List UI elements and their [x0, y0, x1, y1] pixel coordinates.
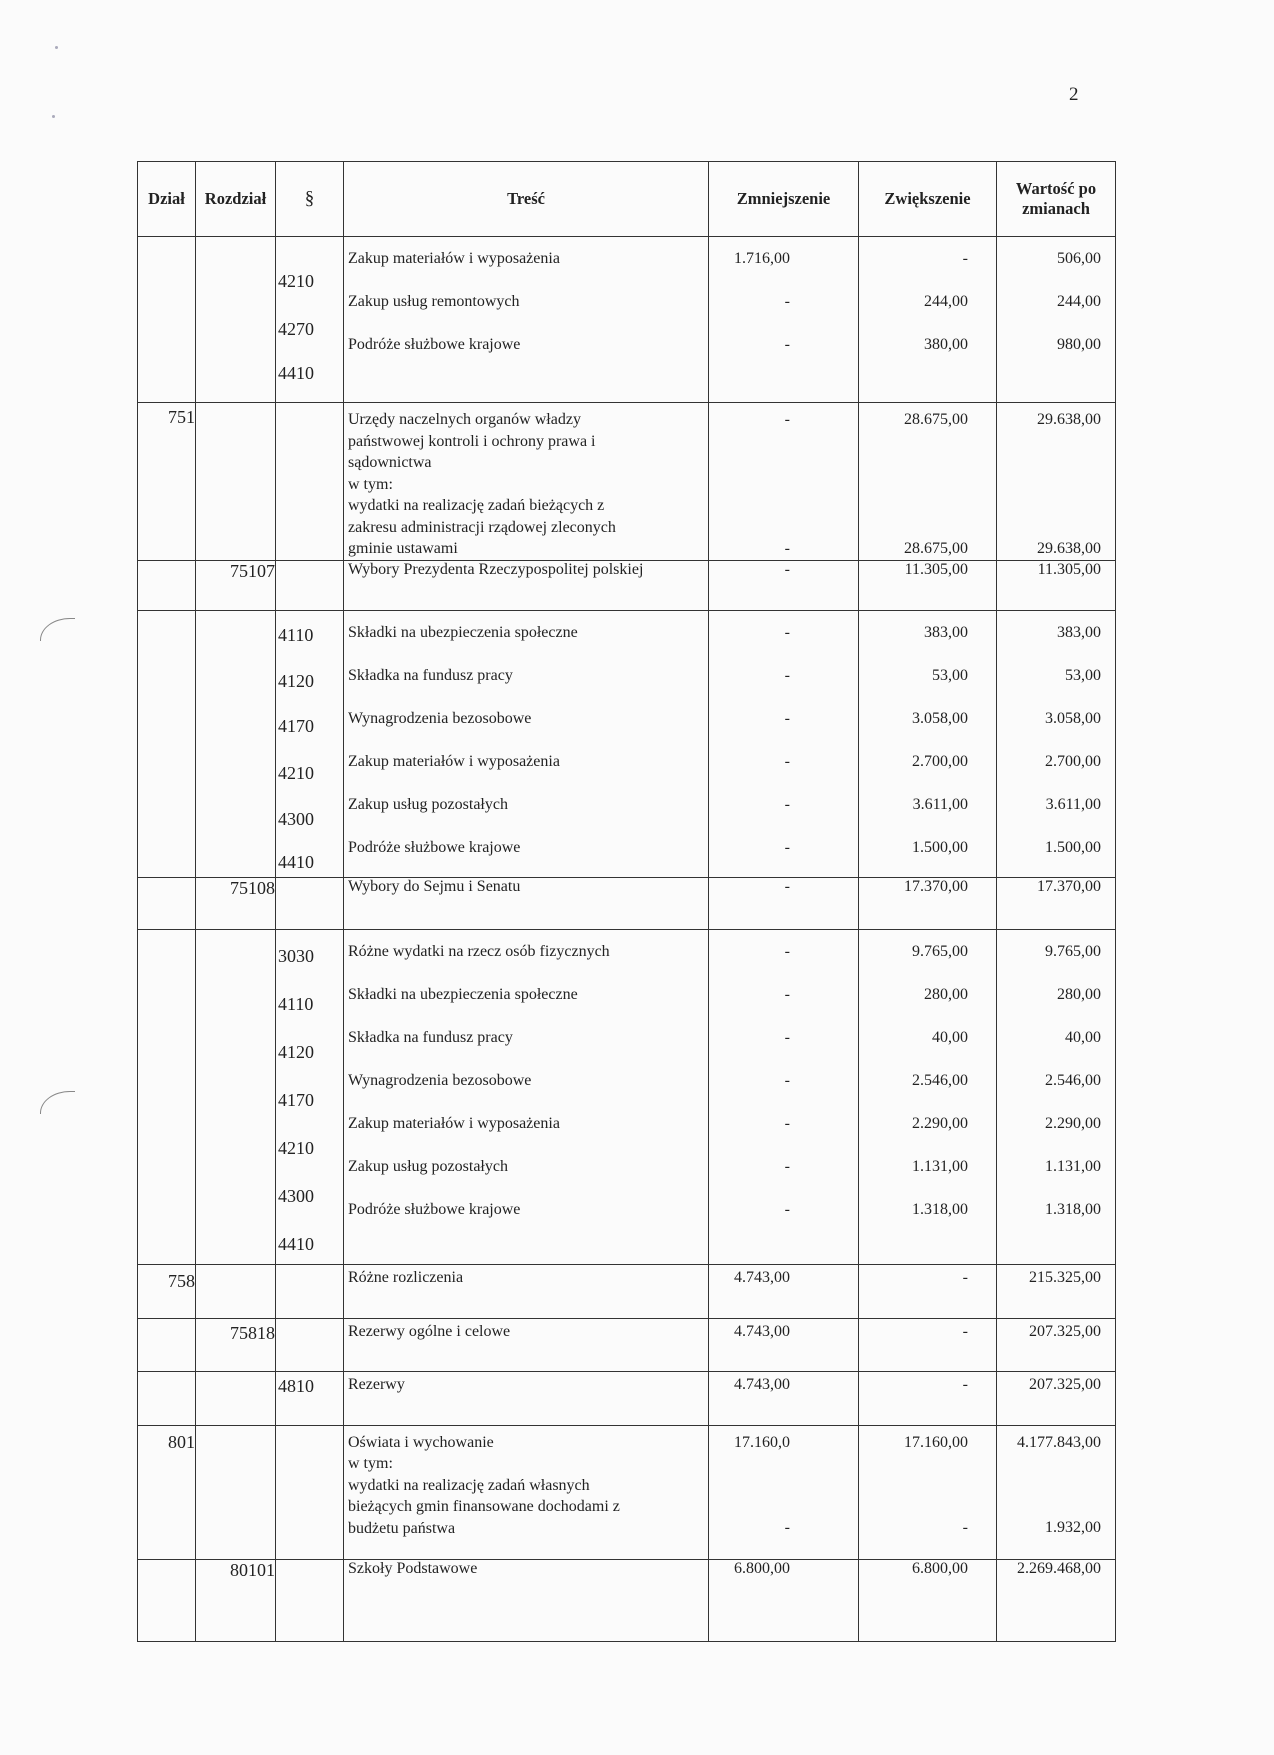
paragraph-code: 4410 [278, 363, 314, 383]
paragraph-code: 4170 [278, 715, 314, 736]
increase-value: 17.370,00 [904, 877, 968, 895]
item-label: Różne wydatki na rzecz osób fizycznych [348, 942, 610, 960]
text-line: budżetu państwa [348, 1519, 456, 1537]
scan-mark [40, 1091, 75, 1114]
item-label: Rezerwy [348, 1375, 405, 1393]
text-line: gminie ustawami [348, 540, 458, 557]
text-line: wydatki na realizację zadań bieżących z [348, 497, 605, 514]
paragraph-codes [276, 610, 344, 877]
item-label: Rezerwy ogólne i celowe [348, 1322, 511, 1340]
decrease-value: - [784, 1028, 790, 1046]
decrease-value: - [784, 709, 790, 727]
paragraph-code: 3030 [278, 945, 314, 966]
rozdzial-code: 80101 [230, 1559, 275, 1580]
final-value: 280,00 [1057, 985, 1101, 1003]
final-value: 17.370,00 [1037, 877, 1101, 895]
table-row [138, 929, 1116, 1264]
decrease-value: - [784, 795, 790, 813]
increase-value: 3.611,00 [912, 795, 968, 813]
rozdzial-code: 75108 [230, 877, 275, 898]
decrease-value: - [784, 539, 790, 557]
decrease-value: - [784, 623, 790, 641]
item-label: Zakup materiałów i wyposażenia [348, 1114, 560, 1132]
header-zwiekszenie: Zwiększenie [859, 162, 997, 237]
table-row [138, 237, 1116, 403]
final-value: 1.131,00 [1045, 1157, 1101, 1175]
decrease-value: - [784, 985, 790, 1003]
final-value: 3.611,00 [1045, 795, 1101, 813]
decrease-value: - [784, 942, 790, 960]
paragraph-code: 4810 [278, 1375, 314, 1396]
text-line: Oświata i wychowanie [348, 1433, 494, 1451]
decrease-value: - [784, 411, 790, 428]
item-label: Zakup usług pozostałych [348, 795, 508, 813]
increase-value: 1.318,00 [912, 1200, 968, 1218]
decrease-value: - [784, 838, 790, 856]
final-value: 29.638,00 [1037, 411, 1101, 428]
increase-value: 1.131,00 [912, 1157, 968, 1175]
increase-value: 28.675,00 [904, 539, 968, 557]
page-number: 2 [1069, 84, 1079, 105]
item-label: Wynagrodzenia bezosobowe [348, 1071, 532, 1089]
item-label: Zakup materiałów i wyposażenia [348, 250, 560, 267]
final-value: 2.290,00 [1045, 1114, 1101, 1132]
final-value: 2.546,00 [1045, 1071, 1101, 1089]
header-paragraph: § [276, 162, 344, 237]
item-label: Składka na fundusz pracy [348, 1028, 513, 1046]
paragraph-code: 4270 [278, 319, 314, 339]
table-row [138, 1559, 1116, 1641]
item-label: Składki na ubezpieczenia społeczne [348, 623, 578, 641]
decrease-value: 4.743,00 [734, 1322, 790, 1340]
table-row [138, 1318, 1116, 1371]
dzial-code: 751 [168, 407, 195, 427]
text-line: sądownictwa [348, 454, 432, 471]
paragraph-code: 4210 [278, 762, 314, 783]
dzial-code: 758 [168, 1270, 195, 1291]
item-label: Zakup materiałów i wyposażenia [348, 752, 560, 770]
item-label: Różne rozliczenia [348, 1268, 464, 1286]
decrease-value: - [784, 1200, 790, 1218]
increase-value: 380,00 [924, 336, 968, 353]
increase-value: - [962, 1322, 968, 1340]
table-row [138, 403, 1116, 561]
header-dzial: Dział [138, 162, 196, 237]
table-row [138, 1425, 1116, 1559]
decrease-value: - [784, 336, 790, 353]
decrease-value: - [784, 1519, 790, 1537]
header-rozdzial: Rozdział [196, 162, 276, 237]
paragraph-code: 4300 [278, 808, 314, 829]
final-value: 2.700,00 [1045, 752, 1101, 770]
item-label: Składka na fundusz pracy [348, 666, 513, 684]
table-row [138, 877, 1116, 929]
final-value: 244,00 [1057, 293, 1101, 310]
decrease-value: - [784, 1071, 790, 1089]
final-value: 29.638,00 [1037, 539, 1101, 557]
decrease-value: - [784, 560, 790, 578]
item-label: Wybory do Sejmu i Senatu [348, 877, 521, 895]
decrease-value: 4.743,00 [734, 1375, 790, 1393]
tresc-cell [344, 237, 709, 403]
increase-value: 6.800,00 [912, 1559, 968, 1577]
text-line: Urzędy naczelnych organów władzy [348, 411, 581, 428]
dzial-code: 801 [168, 1431, 195, 1452]
table-row [138, 1371, 1116, 1425]
increase-value: - [962, 1268, 968, 1286]
increase-value: - [962, 250, 968, 267]
increase-value: 2.546,00 [912, 1071, 968, 1089]
final-value: 383,00 [1057, 623, 1101, 641]
final-value: 53,00 [1065, 666, 1101, 684]
final-value: 215.325,00 [1029, 1268, 1101, 1286]
paragraph-codes [276, 237, 344, 403]
final-value: 207.325,00 [1029, 1322, 1101, 1340]
decrease-value: - [784, 1157, 790, 1175]
increase-value: 53,00 [932, 666, 968, 684]
decrease-value: - [784, 666, 790, 684]
paragraph-codes [276, 929, 344, 1264]
text-line: zakresu administracji rządowej zleconych [348, 518, 616, 536]
final-value: 11.305,00 [1037, 560, 1101, 578]
final-value: 207.325,00 [1029, 1375, 1101, 1393]
scan-dot [52, 115, 55, 118]
text-line: państwowej kontroli i ochrony prawa i [348, 432, 596, 450]
final-value: 9.765,00 [1045, 942, 1101, 960]
item-label: Podróże służbowe krajowe [348, 838, 521, 856]
paragraph-code: 4410 [278, 1233, 314, 1254]
final-value: 40,00 [1065, 1028, 1101, 1046]
paragraph-code: 4110 [278, 993, 314, 1014]
decrease-value: - [784, 1114, 790, 1132]
decrease-value: - [784, 752, 790, 770]
item-label: Podróże służbowe krajowe [348, 1200, 521, 1218]
decrease-value: - [784, 293, 790, 310]
increase-value: 280,00 [924, 985, 968, 1003]
decrease-value: - [784, 877, 790, 895]
text-line: wydatki na realizację zadań własnych [348, 1476, 590, 1494]
item-label: Zakup usług remontowych [348, 293, 520, 310]
increase-value: 3.058,00 [912, 709, 968, 727]
budget-table [137, 161, 1116, 1642]
paragraph-code: 4110 [278, 624, 314, 645]
paragraph-code: 4410 [278, 851, 314, 872]
increase-value: 1.500,00 [912, 838, 968, 856]
table-row [138, 560, 1116, 610]
increase-value: - [962, 1519, 968, 1537]
final-value: 3.058,00 [1045, 709, 1101, 727]
paragraph-code: 4120 [278, 670, 314, 691]
scan-mark [40, 618, 75, 641]
final-value: 980,00 [1057, 336, 1101, 353]
increase-value: 2.290,00 [912, 1114, 968, 1132]
rozdzial-code: 75107 [230, 560, 275, 581]
final-value: 4.177.843,00 [1017, 1433, 1101, 1451]
item-label: Składki na ubezpieczenia społeczne [348, 985, 578, 1003]
increase-value: 40,00 [932, 1028, 968, 1046]
final-value: 506,00 [1057, 250, 1101, 267]
text-line: bieżących gmin finansowane dochodami z [348, 1498, 620, 1516]
item-label: Zakup usług pozostałych [348, 1157, 508, 1175]
item-label: Wybory Prezydenta Rzeczypospolitej polskiej [348, 560, 644, 578]
decrease-value: 17.160,0 [734, 1433, 790, 1451]
scan-dot [55, 46, 58, 49]
final-value: 2.269.468,00 [1017, 1559, 1101, 1577]
table-row [138, 1264, 1116, 1318]
item-label: Podróże służbowe krajowe [348, 336, 521, 353]
table-header-row [138, 162, 1116, 237]
item-label: Szkoły Podstawowe [348, 1559, 478, 1577]
increase-value: 9.765,00 [912, 942, 968, 960]
final-value: 1.318,00 [1045, 1200, 1101, 1218]
header-tresc: Treść [344, 162, 709, 237]
increase-value: 2.700,00 [912, 752, 968, 770]
final-value: 1.932,00 [1045, 1519, 1101, 1537]
increase-value: 244,00 [924, 293, 968, 310]
paragraph-code: 4300 [278, 1185, 314, 1206]
item-label: Wynagrodzenia bezosobowe [348, 709, 532, 727]
tresc-cell [344, 610, 709, 877]
paragraph-code: 4210 [278, 1137, 314, 1158]
increase-value: - [962, 1375, 968, 1393]
header-zmniejszenie: Zmniejszenie [709, 162, 859, 237]
decrease-value: 6.800,00 [734, 1559, 790, 1577]
tresc-cell [344, 1425, 709, 1559]
text-line: w tym: [348, 1455, 393, 1473]
increase-value: 17.160,00 [904, 1433, 968, 1451]
tresc-cell [344, 929, 709, 1264]
header-wartosc: Wartość po zmianach [997, 162, 1116, 237]
paragraph-code: 4120 [278, 1041, 314, 1062]
paragraph-code: 4210 [278, 271, 314, 291]
increase-value: 383,00 [924, 623, 968, 641]
increase-value: 28.675,00 [904, 411, 968, 428]
paragraph-code: 4170 [278, 1089, 314, 1110]
tresc-cell [344, 403, 709, 561]
rozdzial-code: 75818 [230, 1322, 275, 1343]
table-row [138, 610, 1116, 877]
increase-value: 11.305,00 [904, 560, 968, 578]
text-line: w tym: [348, 475, 393, 493]
decrease-value: 1.716,00 [734, 250, 790, 267]
final-value: 1.500,00 [1045, 838, 1101, 856]
decrease-value: 4.743,00 [734, 1268, 790, 1286]
